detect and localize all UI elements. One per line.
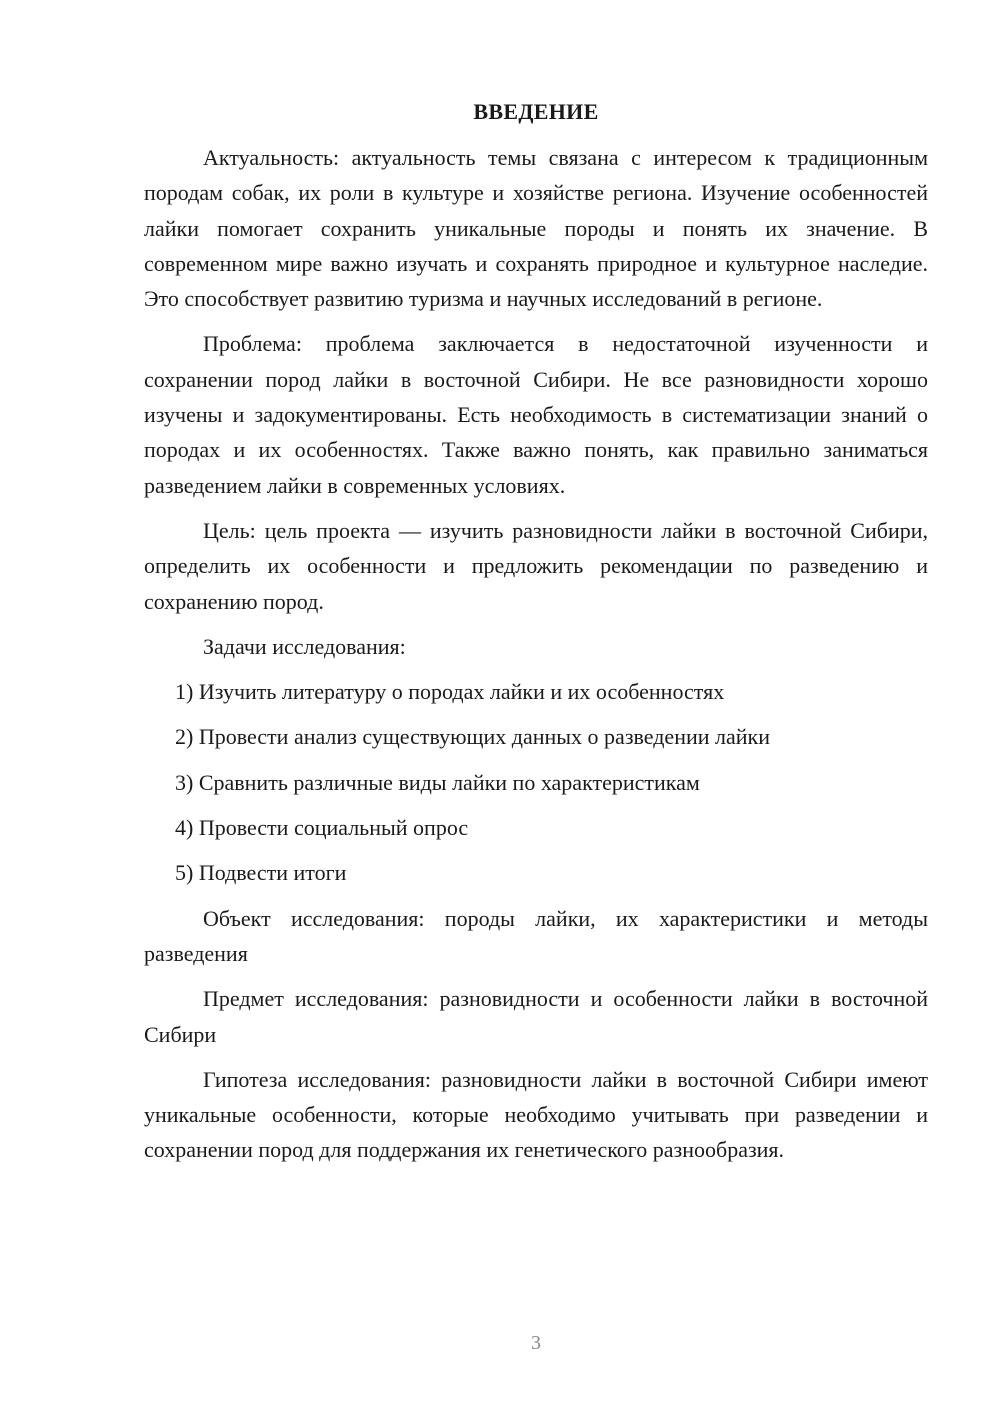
paragraph-subject: Предмет исследования: разновидности и особенности лайки в восточной Сибири bbox=[144, 986, 928, 1047]
page-number: 3 bbox=[531, 1332, 541, 1354]
list-item: 3) Сравнить различные виды лайки по характеристикам bbox=[175, 769, 700, 795]
list-item: 1) Изучить литературу о породах лайки и их особенностях bbox=[175, 679, 725, 705]
paragraph-goal: Цель: цель проекта — изучить разновидности лайки в восточной Сибири, определить их особенности и предложить рекомендации по разведению и сохранению пород. bbox=[144, 517, 928, 614]
paragraph-problem: Проблема: проблема заключается в недостаточной изученности и сохранении пород лайки в восточной Сибири. Не все разновидности хорошо изучены и задокументированы. Есть необходимость в систематизации знаний о породах и их особенностях. Также важно понять, как правильно заниматься разведением лайки в современных условиях. bbox=[144, 331, 928, 498]
paragraph-relevance: Актуальность: актуальность темы связана с интересом к традиционным породам собак, их роли в культуре и хозяйстве региона. Изучение особенностей лайки помогает сохранить уникальные породы и понять их значение. В современном мире важно изучать и сохранять природное и культурное наследие. Это способствует развитию туризма и научных исследований в регионе. bbox=[144, 145, 928, 312]
list-item: 5) Подвести итоги bbox=[175, 860, 347, 886]
paragraph-object: Объект исследования: породы лайки, их характеристики и методы разведения bbox=[144, 905, 928, 966]
list-item: 2) Провести анализ существующих данных о разведении лайки bbox=[175, 724, 770, 750]
paragraph-hypothesis: Гипотеза исследования: разновидности лайки в восточной Сибири имеют уникальные особенности, которые необходимо учитывать при разведении и сохранении пород для поддержания их генетического разнообразия. bbox=[144, 1066, 928, 1163]
page-title: ВВЕДЕНИЕ bbox=[473, 99, 599, 124]
tasks-heading: Задачи исследования: bbox=[203, 633, 406, 659]
tasks-list bbox=[144, 674, 928, 890]
list-item: 4) Провести социальный опрос bbox=[175, 815, 469, 841]
